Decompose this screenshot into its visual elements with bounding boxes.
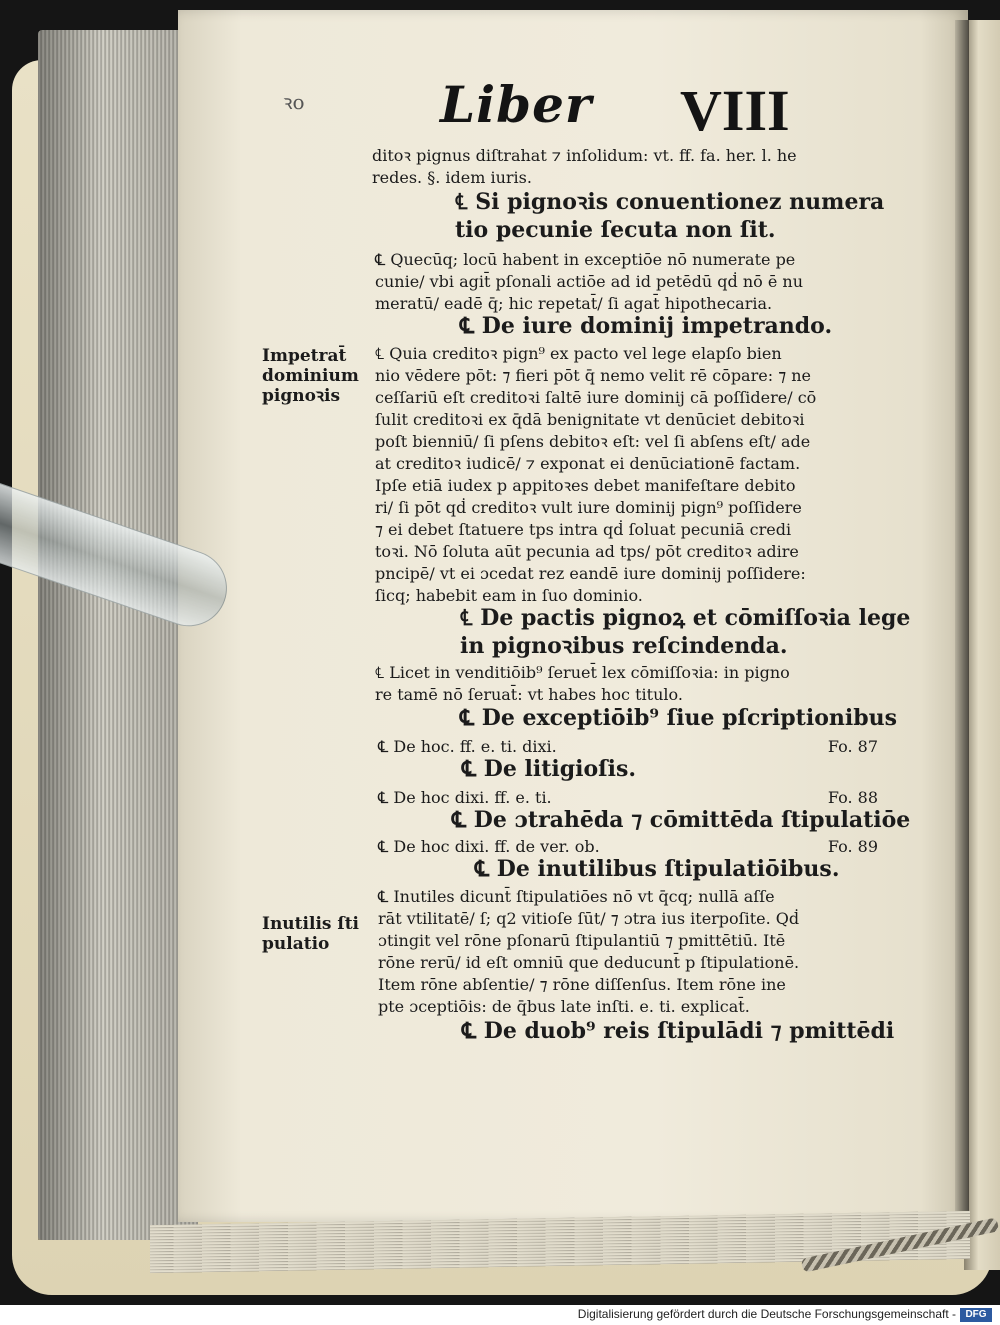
heading-line: ℄ De ɔtrahēda ⁊ cōmittēda ſtipulatiōe [452, 807, 911, 833]
section-heading [452, 806, 910, 834]
heading-line: in pignoꝛibus reſcindenda. [460, 633, 788, 659]
marginal-note [262, 346, 359, 406]
text-line: cunie/ vbi agit̄ pſonali actiōe ad id petēdū qḋ nō ē nu [375, 272, 804, 291]
text-line: ſicq; habebit eam in ſuo dominio. [375, 586, 643, 605]
text-line: rōne rerū/ id eſt omniū que deducunt̄ p ſtipulationē. [378, 953, 800, 972]
text-line: ri/ ſi pōt qḋ creditoꝛ vult iure dominij pign⁹ poſſidere [375, 498, 802, 517]
footer-bar [0, 1305, 1000, 1325]
heading-line: ℄ De iure dominij impetrando. [460, 313, 833, 339]
heading-line: ℄ De duob⁹ reis ſtipulādi ⁊ pmittēdi [462, 1018, 895, 1044]
section-heading [462, 1017, 894, 1045]
heading-line: ℄ De pactis pignoꝝ et cōmiſſoꝛia lege [460, 605, 911, 631]
footer-credit: Digitalisierung gefördert durch die Deutsche Forschungsgemeinschaft - [577, 1307, 956, 1321]
text-line: ℄ Licet in venditiōib⁹ ſeruet̄ lex cōmiſſoꝛia: in pigno [375, 663, 790, 682]
text-line: ceſſariū eſt creditoꝛi ſaltē iure dominij cā poſſidere/ cō [375, 388, 817, 407]
marginal-line: dominium [262, 366, 359, 386]
text-line: redes. §. idem iuris. [372, 168, 532, 187]
text-line: Ipſe etiā iudex p appitoꝛes debet manifeſtare debito [375, 476, 796, 495]
section-heading [460, 604, 910, 660]
text-line: at creditoꝛ iudicē/ ⁊ exponat ei denūciationē factam. [375, 454, 801, 473]
marginal-line: Inutilis ſti [262, 914, 360, 934]
page-stack-shadow [38, 30, 198, 1240]
marginal-line: pulatio [262, 934, 330, 954]
text-line: ſulit creditoꝛi ex q̄dā benignitate vt denūciet debitoꝛi [375, 410, 805, 429]
text-line: ℄ Quia creditoꝛ pign⁹ ex pacto vel lege elapſo bien [375, 344, 782, 363]
text-line: pncipē/ vt ei ɔcedat rez eandē iure dominij poſſidere: [375, 564, 806, 583]
text-line: nio vēdere pōt: ⁊ fieri pōt q̄ nemo velit rē cōpare: ⁊ ne [375, 366, 811, 385]
heading-line: ℄ De exceptiōib⁹ ſiue pſcriptionibus [460, 705, 897, 731]
facing-page-edge [964, 20, 1000, 1270]
header-liber: Liber [440, 75, 593, 134]
marginal-line: pignoꝛis [262, 386, 341, 406]
text-line: meratū/ eadē q̄; hic repetat̄/ ſi agat̄ hipothecaria. [375, 294, 773, 313]
paragraph [375, 662, 790, 706]
text-line: ditoꝛ pignus diſtrahat ⁊ inſolidum: vt. ff. fa. her. l. he [372, 146, 797, 165]
section-heading [455, 188, 884, 244]
text-line: toꝛi. Nō ſoluta aūt pecunia ad tps/ pōt creditoꝛ adire [375, 542, 799, 561]
dfg-logo: DFG [960, 1308, 992, 1322]
heading-line: tio pecunie ſecuta non ſit. [455, 217, 776, 243]
text-line: ɔtingit vel rōne pſonarū ſtipulantiū ⁊ pmittētiū. Itē [378, 931, 786, 950]
section-heading [462, 755, 636, 783]
reference-text: ℄ De hoc dixi. ff. de ver. ob. [378, 837, 600, 856]
section-heading [475, 855, 839, 883]
reference-text: ℄ De hoc dixi. ff. e. ti. [378, 788, 552, 807]
paragraph [378, 886, 799, 1018]
paragraph [375, 249, 803, 315]
text-line: ℄ Inutiles dicunt̄ ſtipulatiōes nō vt q̄cq; nullā aſſe [378, 887, 775, 906]
folio-number: Fo. 89 [827, 837, 878, 856]
heading-line: ℄ De inutilibus ſtipulatiōibus. [475, 856, 840, 882]
gutter-shadow [955, 20, 969, 1250]
text-line: ℄ Quecūq; locū habent in exceptiōe nō numerate pe [375, 250, 796, 269]
page-header [430, 75, 810, 145]
header-volume: VIII [680, 78, 790, 143]
text-line: pte ɔceptiōis: de q̄bus late inſti. e. ti. explicat̄. [378, 997, 750, 1016]
text-line: Item rōne abſentie/ ⁊ rōne diſſenſus. Item rōne ine [378, 975, 786, 994]
section-heading [460, 312, 832, 340]
heading-line: ℄ Si pignoꝛis conuentionez numera [455, 189, 885, 215]
heading-line: ℄ De litigioſis. [462, 756, 637, 782]
folio-number: Fo. 87 [827, 737, 878, 756]
text-line: poſt bienniū/ ſi pſens debitoꝛ eſt: vel ſi abſens eſt/ ade [375, 432, 811, 451]
folio-mark: ꝛo [283, 90, 305, 114]
section-heading [460, 704, 897, 732]
marginal-note [262, 914, 359, 954]
intro-paragraph [372, 145, 797, 189]
marginal-line: Impetrat̄ [262, 346, 347, 366]
paragraph [375, 343, 816, 607]
reference-text: ℄ De hoc. ff. e. ti. dixi. [378, 737, 557, 756]
text-line: rāt vtilitatē/ ſ; q2 vitioſe ſūt/ ⁊ ɔtra ius iterpoſite. Qḋ [378, 909, 800, 928]
folio-number: Fo. 88 [827, 788, 878, 807]
text-line: re tamē nō ſeruat̄: vt habes hoc titulo. [375, 685, 683, 704]
text-line: ⁊ ei debet ſtatuere tps intra qḋ ſoluat pecuniā credi [375, 520, 792, 539]
